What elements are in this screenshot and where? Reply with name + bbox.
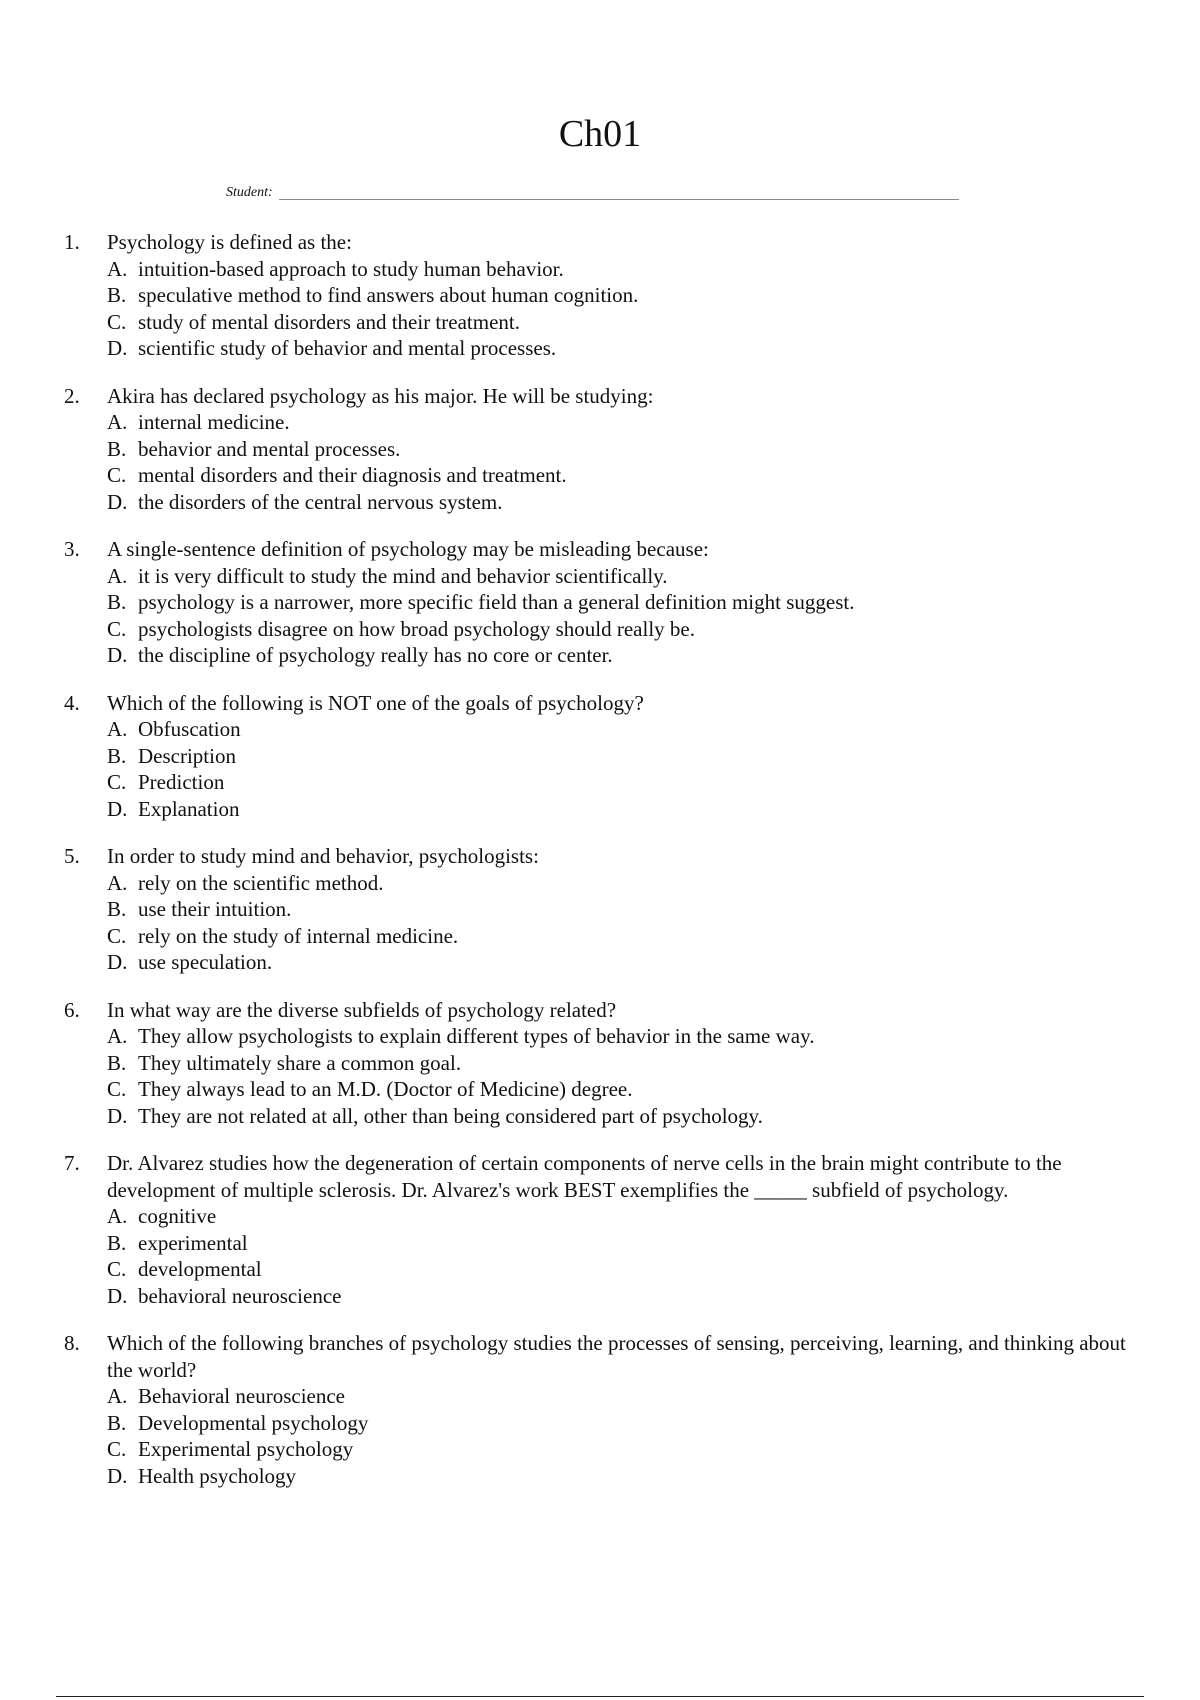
option-letter: D. [107,796,128,821]
question-list [64,229,1144,1510]
answer-option [107,409,1144,436]
option-text: Prediction [138,770,225,794]
question-1 [64,229,1144,362]
option-text: rely on the study of internal medicine. [138,923,459,948]
answer-options [107,1023,1144,1129]
option-text: psychology is a narrower, more specific field than a general definition might suggest. [138,590,855,614]
option-text: behavior and mental processes. [138,436,401,461]
question-number: 8. [64,1331,80,1355]
option-text: Health psychology [138,1463,297,1488]
question-stem: Psychology is defined as the: [107,230,352,254]
option-text: mental disorders and their diagnosis and treatment. [138,463,567,487]
option-letter: B. [107,590,127,614]
answer-option [107,436,1144,463]
option-letter: C. [107,1437,127,1461]
option-letter: B. [107,1230,127,1255]
option-text: rely on the scientific method. [138,870,384,895]
answer-option [107,1383,1144,1410]
answer-option [107,642,1144,669]
option-letter: B. [107,897,127,921]
option-letter: A. [107,870,128,895]
question-number: 7. [64,1151,80,1175]
option-text: it is very difficult to study the mind and behavior scientifically. [138,563,668,588]
question-8 [64,1330,1144,1489]
option-text: experimental [138,1230,248,1255]
answer-option [107,1256,1144,1283]
option-text: Obfuscation [138,717,241,741]
question-6 [64,997,1144,1130]
answer-option [107,489,1144,516]
answer-option [107,949,1144,976]
answer-option [107,716,1144,743]
option-letter: A. [107,1024,128,1048]
option-letter: C. [107,616,127,641]
option-text: cognitive [138,1204,217,1228]
answer-option [107,1050,1144,1077]
option-text: Explanation [138,796,240,821]
option-letter: D. [107,950,128,974]
answer-options [107,563,1144,669]
option-letter: D. [107,643,128,667]
option-text: use speculation. [138,950,273,974]
student-field [226,184,959,202]
option-text: psychologists disagree on how broad psychology should really be. [138,616,695,641]
option-text: They allow psychologists to explain different types of behavior in the same way. [138,1024,815,1048]
answer-option [107,870,1144,897]
question-3 [64,536,1144,669]
answer-option [107,1023,1144,1050]
option-letter: B. [107,743,127,768]
option-letter: B. [107,1050,127,1075]
question-number: 2. [64,383,80,408]
option-letter: A. [107,563,128,588]
option-text: Behavioral neuroscience [138,1384,345,1408]
option-letter: A. [107,1384,128,1408]
answer-option [107,589,1144,616]
option-text: Description [138,743,236,768]
option-text: use their intuition. [138,897,292,921]
option-letter: D. [107,489,128,514]
student-name-line[interactable] [279,199,959,200]
page-title: Ch01 [558,113,642,155]
option-text: speculative method to find answers about human cognition. [138,283,639,307]
question-number: 3. [64,537,80,561]
option-letter: A. [107,410,128,434]
question-stem: Which of the following branches of psychology studies the processes of sensing, perceiving, learning, and thinking about the world? [107,1331,1126,1382]
option-letter: A. [107,1204,128,1228]
question-2 [64,383,1144,516]
answer-options [107,256,1144,362]
option-letter: D. [107,1283,128,1308]
option-letter: C. [107,463,127,487]
student-label: Student: [226,185,273,200]
answer-option [107,616,1144,643]
answer-option [107,743,1144,770]
answer-option [107,1463,1144,1490]
answer-option [107,1283,1144,1310]
answer-options [107,1203,1144,1309]
answer-option [107,1436,1144,1463]
page-bottom-rule [56,1696,1144,1697]
answer-option [107,563,1144,590]
option-text: internal medicine. [138,410,290,434]
question-stem: A single-sentence definition of psychology may be misleading because: [107,537,709,561]
answer-options [107,1383,1144,1489]
answer-option [107,1103,1144,1130]
option-text: behavioral neuroscience [138,1283,342,1308]
answer-options [107,870,1144,976]
answer-option [107,335,1144,362]
answer-option [107,1230,1144,1257]
option-text: They ultimately share a common goal. [138,1050,462,1075]
question-stem: Which of the following is NOT one of the goals of psychology? [107,690,644,715]
option-letter: B. [107,283,127,307]
question-stem: Dr. Alvarez studies how the degeneration of certain components of nerve cells in the brain might contribute to the development of multiple sclerosis. Dr. Alvarez's work BEST exemplifies the _____ subfield of psychology. [107,1151,1062,1202]
answer-option [107,796,1144,823]
option-letter: C. [107,770,127,794]
question-stem: In what way are the diverse subfields of psychology related? [107,997,617,1022]
option-text: Developmental psychology [138,1410,369,1435]
option-letter: A. [107,256,128,281]
option-letter: A. [107,717,128,741]
answer-option [107,309,1144,336]
answer-option [107,769,1144,796]
option-text: They always lead to an M.D. (Doctor of Medicine) degree. [138,1077,633,1101]
option-text: developmental [138,1257,262,1281]
option-text: the disorders of the central nervous system. [138,489,503,514]
option-letter: C. [107,923,127,948]
question-stem: In order to study mind and behavior, psychologists: [107,844,539,868]
option-letter: C. [107,309,127,334]
question-7 [64,1150,1144,1309]
option-letter: D. [107,1463,128,1488]
answer-option [107,1076,1144,1103]
option-letter: B. [107,436,127,461]
answer-option [107,1410,1144,1437]
answer-options [107,716,1144,822]
question-5 [64,843,1144,976]
answer-option [107,462,1144,489]
answer-option [107,1203,1144,1230]
option-text: scientific study of behavior and mental processes. [138,336,557,360]
option-letter: B. [107,1410,127,1435]
option-text: the discipline of psychology really has no core or center. [138,643,613,667]
question-number: 6. [64,997,80,1022]
option-letter: D. [107,336,128,360]
question-number: 1. [64,230,80,254]
answer-option [107,256,1144,283]
option-letter: D. [107,1103,128,1128]
question-stem: Akira has declared psychology as his major. He will be studying: [107,383,654,408]
option-text: intuition-based approach to study human behavior. [138,256,564,281]
answer-option [107,282,1144,309]
option-letter: C. [107,1257,127,1281]
answer-option [107,923,1144,950]
option-text: They are not related at all, other than being considered part of psychology. [138,1103,763,1128]
question-number: 5. [64,844,80,868]
option-letter: C. [107,1077,127,1101]
answer-options [107,409,1144,515]
option-text: study of mental disorders and their treatment. [138,309,520,334]
question-number: 4. [64,690,80,715]
answer-option [107,896,1144,923]
question-4 [64,690,1144,823]
option-text: Experimental psychology [138,1437,354,1461]
